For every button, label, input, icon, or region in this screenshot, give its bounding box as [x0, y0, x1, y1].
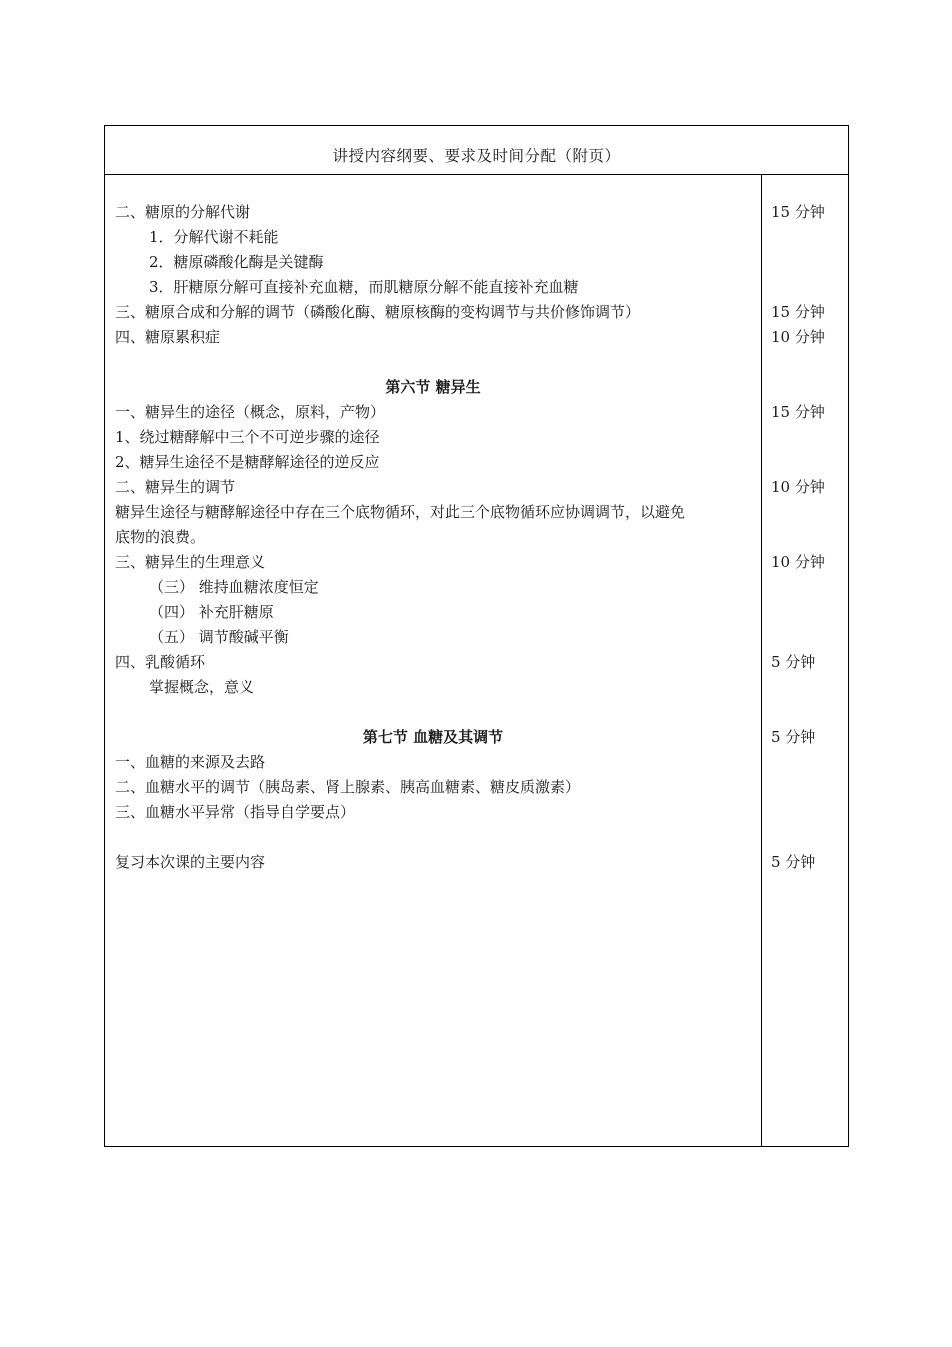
outline-text: 2、糖异生途径不是糖酵解途径的逆反应 [115, 453, 380, 471]
outline-row [105, 325, 848, 350]
outline-text: 二、血糖水平的调节（胰岛素、肾上腺素、胰高血糖素、糖皮质激素） [115, 778, 581, 796]
outline-row [105, 275, 848, 300]
time-allocation: 5 分钟 [771, 853, 816, 871]
time-allocation: 10 分钟 [771, 328, 825, 346]
outline-row [105, 225, 848, 250]
outline-text: （四） 补充肝糖原 [149, 603, 274, 621]
outline-row [105, 850, 848, 875]
outline-text: （三） 维持血糖浓度恒定 [149, 578, 319, 596]
outline-row [105, 425, 848, 450]
outline-row [105, 650, 848, 675]
time-allocation: 15 分钟 [771, 203, 825, 221]
outline-row [105, 525, 848, 550]
outline-row [105, 725, 848, 750]
outline-row [105, 750, 848, 775]
outline-row [105, 200, 848, 225]
outline-text: （五） 调节酸碱平衡 [149, 628, 289, 646]
outline-text: 底物的浪费。 [115, 528, 206, 546]
outline-text: 掌握概念，意义 [149, 678, 255, 696]
outline-row [105, 700, 848, 725]
outline-text: 1．分解代谢不耗能 [149, 228, 279, 246]
outline-text: 四、糖原累积症 [115, 328, 221, 346]
time-allocation: 15 分钟 [771, 403, 825, 421]
time-allocation: 10 分钟 [771, 553, 825, 571]
outline-text: 3．肝糖原分解可直接补充血糖，而肌糖原分解不能直接补充血糖 [149, 278, 579, 296]
outline-table [104, 125, 849, 1147]
header-title: 讲授内容纲要、要求及时间分配（附页） [332, 147, 621, 165]
outline-row [105, 550, 848, 575]
outline-row [105, 475, 848, 500]
outline-row [105, 825, 848, 850]
outline-row [105, 500, 848, 525]
outline-row [105, 350, 848, 375]
outline-row [105, 300, 848, 325]
time-allocation: 15 分钟 [771, 303, 825, 321]
outline-row [105, 575, 848, 600]
outline-row [105, 250, 848, 275]
outline-text: 三、血糖水平异常（指导自学要点） [115, 803, 356, 821]
outline-row [105, 400, 848, 425]
outline-row [105, 375, 848, 400]
outline-text: 一、血糖的来源及去路 [115, 753, 266, 771]
outline-row [105, 450, 848, 475]
time-allocation: 10 分钟 [771, 478, 825, 496]
outline-text: 四、乳酸循环 [115, 653, 206, 671]
section-heading: 第六节 糖异生 [385, 378, 481, 396]
outline-row [105, 800, 848, 825]
outline-text: 三、糖异生的生理意义 [115, 553, 266, 571]
outline-text: 二、糖原的分解代谢 [115, 203, 251, 221]
outline-row [105, 775, 848, 800]
outline-text: 二、糖异生的调节 [115, 478, 236, 496]
table-header [105, 126, 848, 175]
outline-row [105, 625, 848, 650]
outline-text: 糖异生途径与糖酵解途径中存在三个底物循环，对此三个底物循环应协调调节，以避免 [115, 503, 686, 521]
section-heading: 第七节 血糖及其调节 [362, 728, 504, 746]
outline-row [105, 600, 848, 625]
outline-text: 复习本次课的主要内容 [115, 853, 266, 871]
time-allocation: 5 分钟 [771, 728, 816, 746]
outline-text: 2．糖原磷酸化酶是关键酶 [149, 253, 324, 271]
time-allocation: 5 分钟 [771, 653, 816, 671]
outline-text: 三、糖原合成和分解的调节（磷酸化酶、糖原核酶的变构调节与共价修饰调节） [115, 303, 641, 321]
outline-row [105, 675, 848, 700]
outline-text: 一、糖异生的途径（概念，原料，产物） [115, 403, 386, 421]
outline-text: 1、绕过糖酵解中三个不可逆步骤的途径 [115, 428, 380, 446]
